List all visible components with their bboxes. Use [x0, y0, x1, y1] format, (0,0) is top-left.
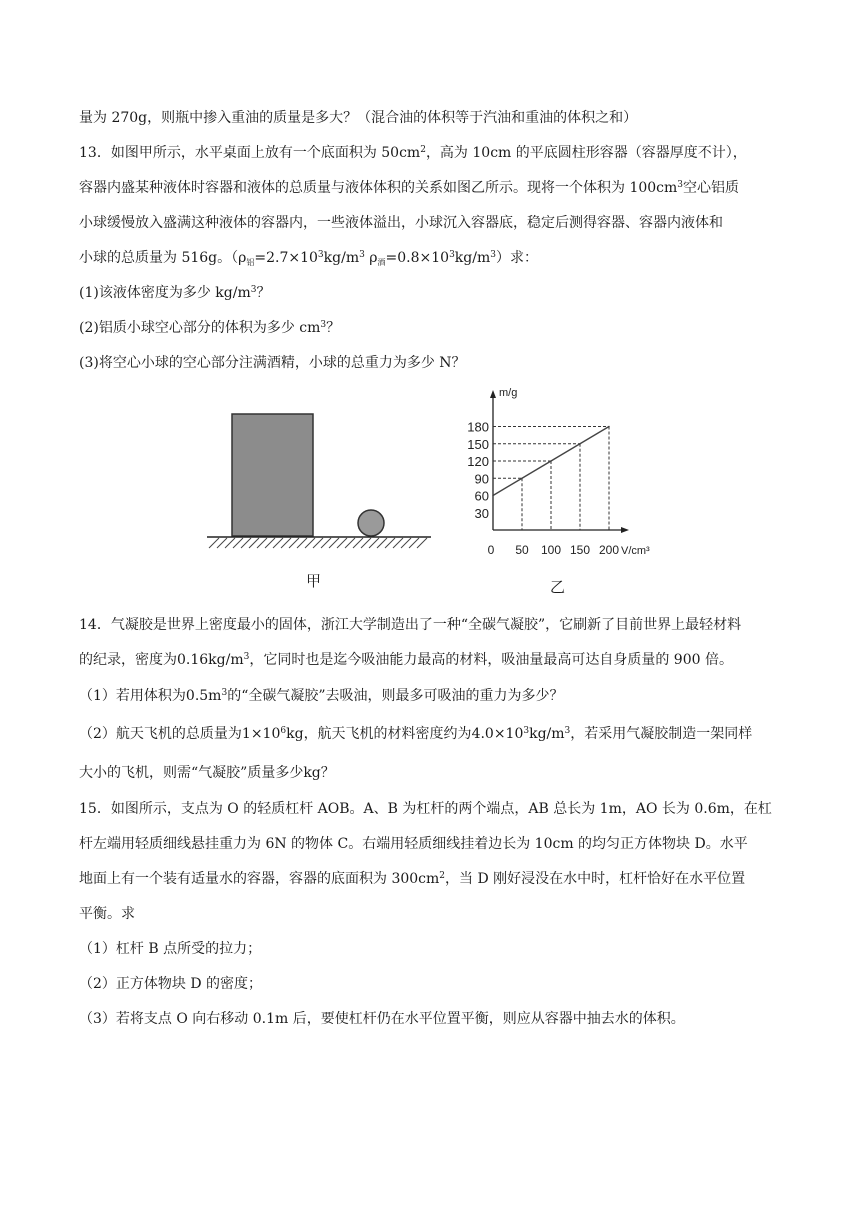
- question-13-line: 13．如图甲所示，水平桌面上放有一个底面积为 $50cm^2$，高为 10cm 的平底圆柱形容器（容器厚度不计），: [79, 145, 747, 161]
- figure-jia-diagram: [205, 408, 435, 553]
- question-14-line: 14．气凝胶是世界上密度最小的固体，浙江大学制造出了一种“全碳气凝胶”，它刷新了目前世界上最轻材料: [79, 617, 742, 633]
- text-line: 量为 270g，则瓶中掺入重油的质量是多大？（混合油的体积等于汽油和重油的体积之和）: [79, 110, 638, 126]
- question-13-line: 容器内盛某种液体时容器和液体的总质量与液体体积的关系如图乙所示。现将一个体积为 $100cm^3$空心铝质: [79, 180, 740, 196]
- question-15-line: 15．如图所示，支点为 O 的轻质杠杆 AOB。A、B 为杠杆的两个端点，AB 总长为 1m，AO 长为 0.6m，在杠: [79, 801, 772, 817]
- question-13-line: 小球的总质量为 516g。（$\rho_铝=2.7\times 10^3kg/m^3$ $\rho_酒=0.8\times 10^3kg/m^3$）求：: [79, 250, 538, 267]
- x-tick-label: 100: [540, 543, 562, 557]
- question-14-part-1: （1）若用体积为$0.5m^3$的“全碳气凝胶”去吸油，则最多可吸油的重力为多少？: [79, 688, 564, 704]
- x-tick-label: 200: [598, 543, 620, 557]
- figure-jia-label: 甲: [306, 572, 322, 590]
- question-15-line: 平衡。求: [79, 906, 135, 922]
- data-point: [579, 443, 581, 445]
- data-point: [521, 477, 523, 479]
- ball: [358, 510, 384, 536]
- question-13-part-2: (2)铝质小球空心部分的体积为多少 $cm^3$？: [79, 320, 341, 336]
- x-axis-arrow: [621, 527, 629, 533]
- cylinder-container: [232, 414, 313, 536]
- question-15-part-3: （3）若将支点 O 向右移动 0.1m 后，要使杠杆仍在水平位置平衡，则应从容器中抽去水的体积。: [79, 1011, 685, 1027]
- y-tick-label: 150: [467, 436, 489, 452]
- question-15-part-1: （1）杠杆 B 点所受的拉力；: [79, 941, 262, 957]
- data-point: [550, 460, 552, 462]
- y-axis-label: m/g: [499, 387, 518, 399]
- y-tick-label: 120: [467, 454, 489, 469]
- y-axis-arrow: [490, 390, 496, 398]
- figure-yi-chart: [455, 380, 665, 570]
- figure-yi-label: 乙: [550, 578, 566, 596]
- question-15-line: 地面上有一个装有适量水的容器，容器的底面积为 $300cm^2$，当 D 刚好浸没在水中时，杠杆恰好在水平位置: [79, 871, 746, 887]
- question-13-part-3: (3)将空心小球的空心部分注满酒精，小球的总重力为多少 N？: [79, 355, 466, 371]
- y-tick-label: 90: [474, 471, 489, 487]
- question-14-line: 大小的飞机，则需“气凝胶”质量多少kg？: [79, 765, 335, 781]
- question-13-part-1: (1)该液体密度为多少 $kg/m^3$？: [79, 285, 271, 301]
- question-13-line: 小球缓慢放入盛满这种液体的容器内，一些液体溢出，小球沉入容器底，稳定后测得容器、容器内液体和: [79, 215, 723, 231]
- x-tick-label: 0: [487, 543, 495, 557]
- x-tick-label: 50: [515, 543, 529, 557]
- y-tick-label: 30: [474, 505, 489, 521]
- question-15-part-2: （2）正方体物块 D 的密度；: [79, 976, 263, 992]
- question-14-line: 的纪录，密度为$0.16kg/m^3$，它同时也是迄今吸油能力最高的材料，吸油量最高可达自身质量的 900 倍。: [79, 652, 733, 668]
- y-tick-label: 180: [467, 419, 489, 435]
- question-15-line: 杆左端用轻质细线悬挂重力为 6N 的物体 C。右端用轻质细线挂着边长为 10cm 的均匀正方体物块 D。水平: [79, 836, 748, 852]
- x-axis-label: V/cm³: [621, 545, 650, 557]
- x-tick-label: 150: [569, 543, 591, 557]
- data-point: [492, 495, 494, 497]
- question-14-part-2: （2）航天飞机的总质量为$1\times 10^6kg$，航天飞机的材料密度约为$4.0\times 10^3kg/m^3$，若采用气凝胶制造一架同样: [79, 726, 753, 742]
- table-hatching: [209, 538, 427, 548]
- data-point: [608, 426, 610, 428]
- y-tick-label: 60: [474, 488, 489, 504]
